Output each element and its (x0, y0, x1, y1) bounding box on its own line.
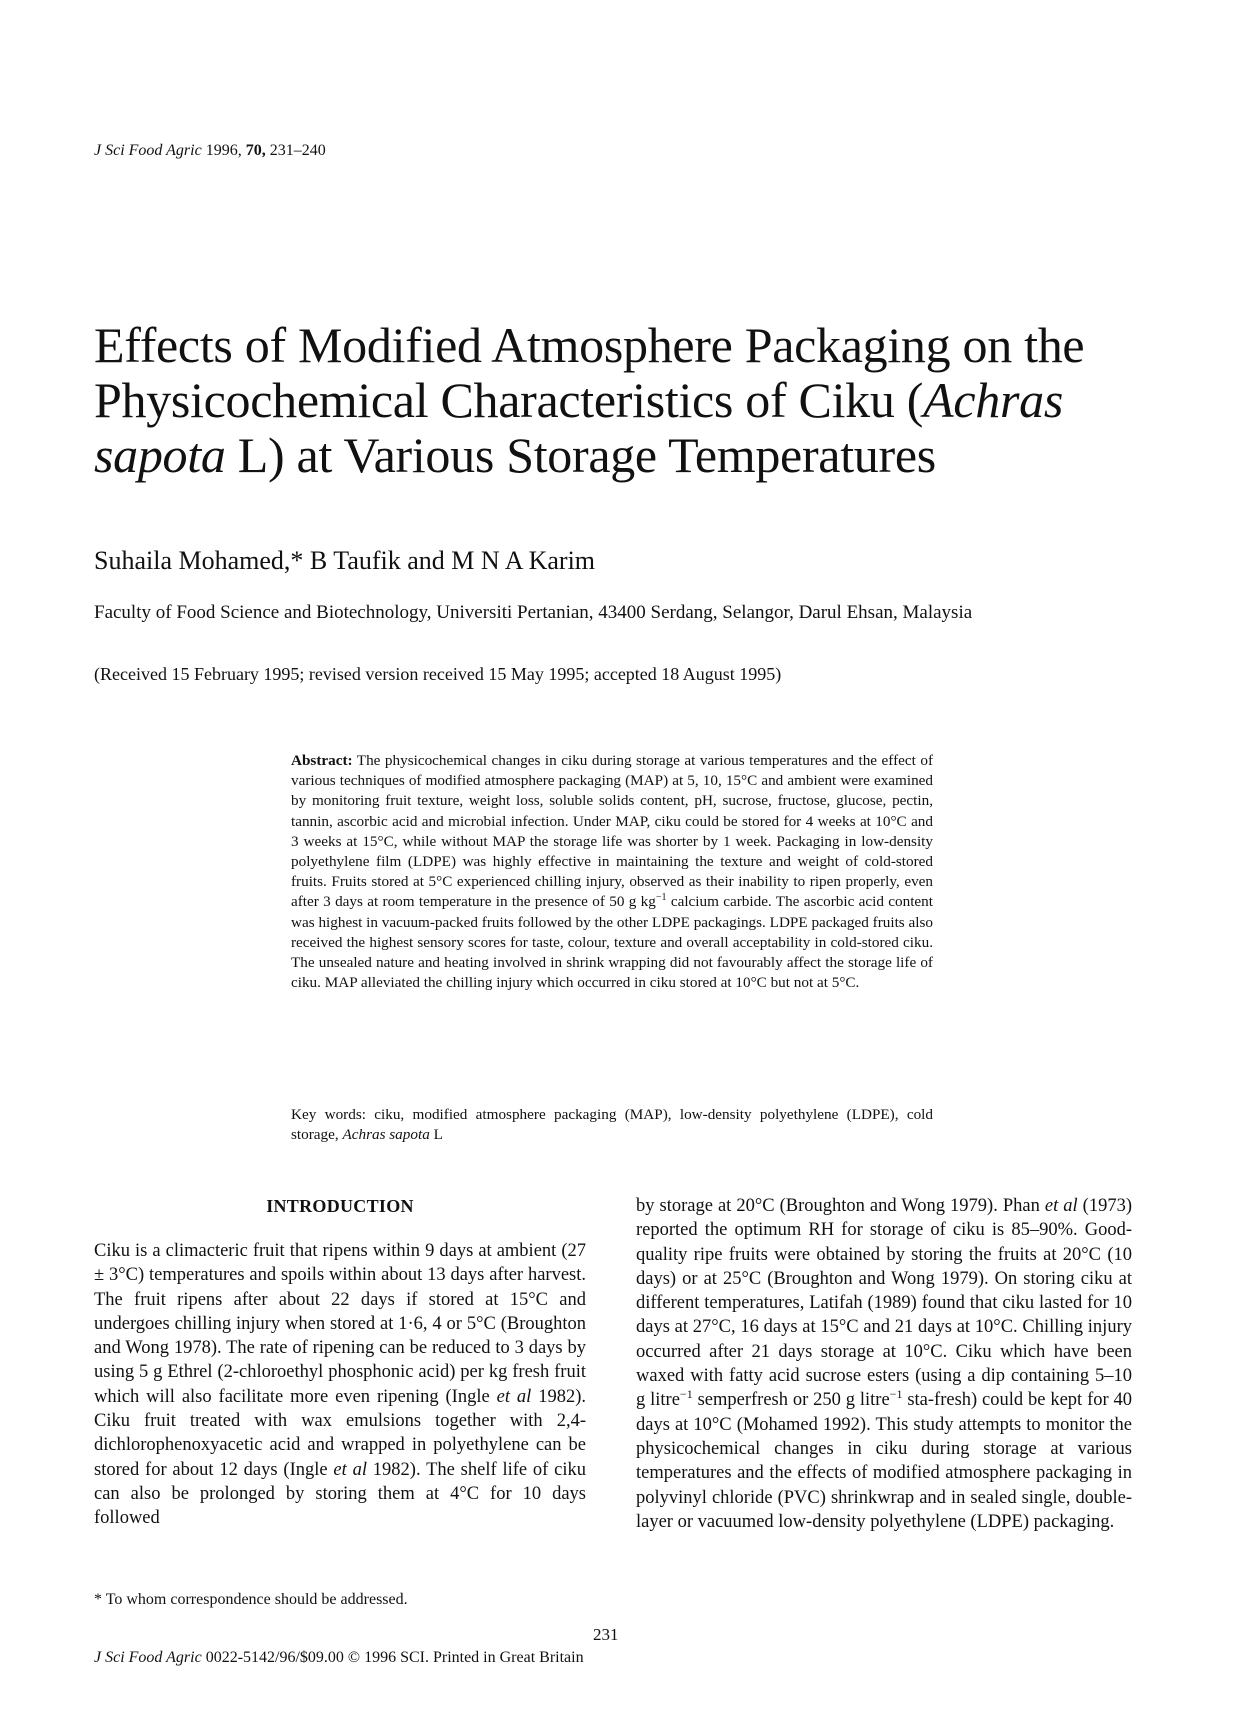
abstract-text-2: calcium carbide. The ascorbic acid content was highest in vacuum-packed fruits followed by the other LDPE packagings. LDPE packaged fruits also received the highest sensory scores for taste, colour, texture and overall acceptability in cold-stored ciku. The unsealed nature and heating involved in shrink wrapping did not favourably affect the storage life of ciku. MAP alleviated the chilling injury which occurred in ciku stored at 10°C but not at 5°C. (291, 893, 933, 992)
right-text-3: semperfresh or 250 g litre (692, 1390, 890, 1411)
title-species: Achras sapota (94, 372, 1063, 483)
correspondence-footnote: * To whom correspondence should be addressed. (94, 1591, 408, 1608)
body-column-right (636, 1194, 1132, 1534)
section-heading-introduction: INTRODUCTION (266, 1196, 414, 1216)
affiliation: Faculty of Food Science and Biotechnology, Universiti Pertanian, 43400 Serdang, Selangor, Darul Ehsan, Malaysia (94, 602, 973, 623)
right-text-4: sta-fresh) could be kept for 40 days at 10°C (Mohamed 1992). This study attempts to monitor the physicochemical changes in ciku during storage at various temperatures and the effects of modified atmosphere packaging in polyvinyl chloride (PVC) shrinkwrap and in sealed single, double-layer or vacuumed low-density polyethylene (LDPE) packaging. (636, 1390, 1133, 1532)
keywords-tail: L (429, 1126, 443, 1144)
left-text-2: 1982). Ciku fruit treated with wax emulsions together with 2,4-dichlorophenoxyacetic acid and wrapped in polyethylene can be stored for about 12 days (Ingle (94, 1386, 586, 1480)
body-column-left (94, 1239, 586, 1531)
keywords (291, 1105, 933, 1145)
footer-rest: 0022-5142/96/$09.00 © 1996 SCI. Printed in Great Britain (201, 1649, 584, 1666)
keywords-text: ciku, modified atmosphere packaging (MAP), low-density polyethylene (LDPE), cold storage, (291, 1106, 933, 1144)
journal-header (94, 142, 326, 160)
abstract-label: Abstract: (291, 752, 353, 769)
keywords-species: Achras sapota (342, 1126, 430, 1144)
right-superscript-2: −1 (889, 1387, 903, 1402)
footer-journal: J Sci Food Agric (94, 1649, 202, 1666)
left-text-1: Ciku is a climacteric fruit that ripens within 9 days at ambient (27 ± 3°C) temperatures and spoils within about 13 days after harvest. The fruit ripens after about 22 days if stored at 15°C and undergoes chilling injury when stored at 1·6, 4 or 5°C (Broughton and Wong 1978). The rate of ripening can be reduced to 3 days by using 5 g Ethrel (2-chloroethyl phosphonic acid) per kg fresh fruit which will also facilitate more even ripening (Ingle (94, 1241, 586, 1407)
right-etal: et al (1044, 1196, 1078, 1216)
right-text-1: by storage at 20°C (Broughton and Wong 1979). Phan (636, 1196, 1045, 1216)
journal-year: 1996, (205, 142, 242, 159)
abstract-text-1: The physicochemical changes in ciku during storage at various temperatures and the effect of various techniques of modified atmosphere packaging (MAP) at 5, 10, 15°C and ambient were examined by monitoring fruit texture, weight loss, soluble solids content, pH, sucrose, fructose, glucose, pectin, tannin, ascorbic acid and microbial infection. Under MAP, ciku could be stored for 4 weeks at 10°C and 3 weeks at 15°C, while without MAP the storage life was shorter by 1 week. Packaging in low-density polyethylene film (LDPE) was highly effective in maintaining the texture and weight of cold-stored fruits. Fruits stored at 5°C experienced chilling injury, observed as their inability to ripen properly, even after 3 days at room temperature in the presence of 50 g kg (291, 752, 933, 911)
abstract (291, 751, 933, 993)
page-footer (94, 1649, 584, 1667)
title-part-2: L) at Various Storage Temperatures (225, 427, 936, 483)
journal-name: J Sci Food Agric (94, 142, 202, 159)
author-list: Suhaila Mohamed,* B Taufik and M N A Karim (94, 546, 596, 575)
left-etal-1: et al (496, 1386, 532, 1407)
left-etal-2: et al (333, 1459, 367, 1480)
abstract-superscript: −1 (655, 892, 667, 904)
keywords-label: Key words: (291, 1106, 366, 1123)
received-dates: (Received 15 February 1995; revised version received 15 May 1995; accepted 18 August 1995) (94, 664, 782, 684)
journal-pages: 231–240 (269, 142, 326, 159)
journal-volume: 70, (245, 142, 266, 159)
paper-title (94, 318, 1114, 483)
page-number: 231 (593, 1625, 619, 1644)
right-superscript-1: −1 (679, 1387, 693, 1402)
right-text-2: (1973) reported the optimum RH for storage of ciku is 85–90%. Good-quality ripe fruits were obtained by storing the fruits at 20°C (10 days) or at 25°C (Broughton and Wong 1979). On storing ciku at different temperatures, Latifah (1989) found that ciku lasted for 10 days at 27°C, 16 days at 15°C and 21 days at 10°C. Chilling injury occurred after 21 days storage at 10°C. Ciku which have been waxed with fatty acid sucrose esters (using a dip containing 5–10 g litre (636, 1196, 1132, 1411)
title-part-1: Effects of Modified Atmosphere Packaging on the Physicochemical Characteristics of Ciku ( (94, 317, 1085, 428)
left-text-3: 1982). The shelf life of ciku can also be prolonged by storing them at 4°C for 10 days followed (94, 1459, 587, 1529)
